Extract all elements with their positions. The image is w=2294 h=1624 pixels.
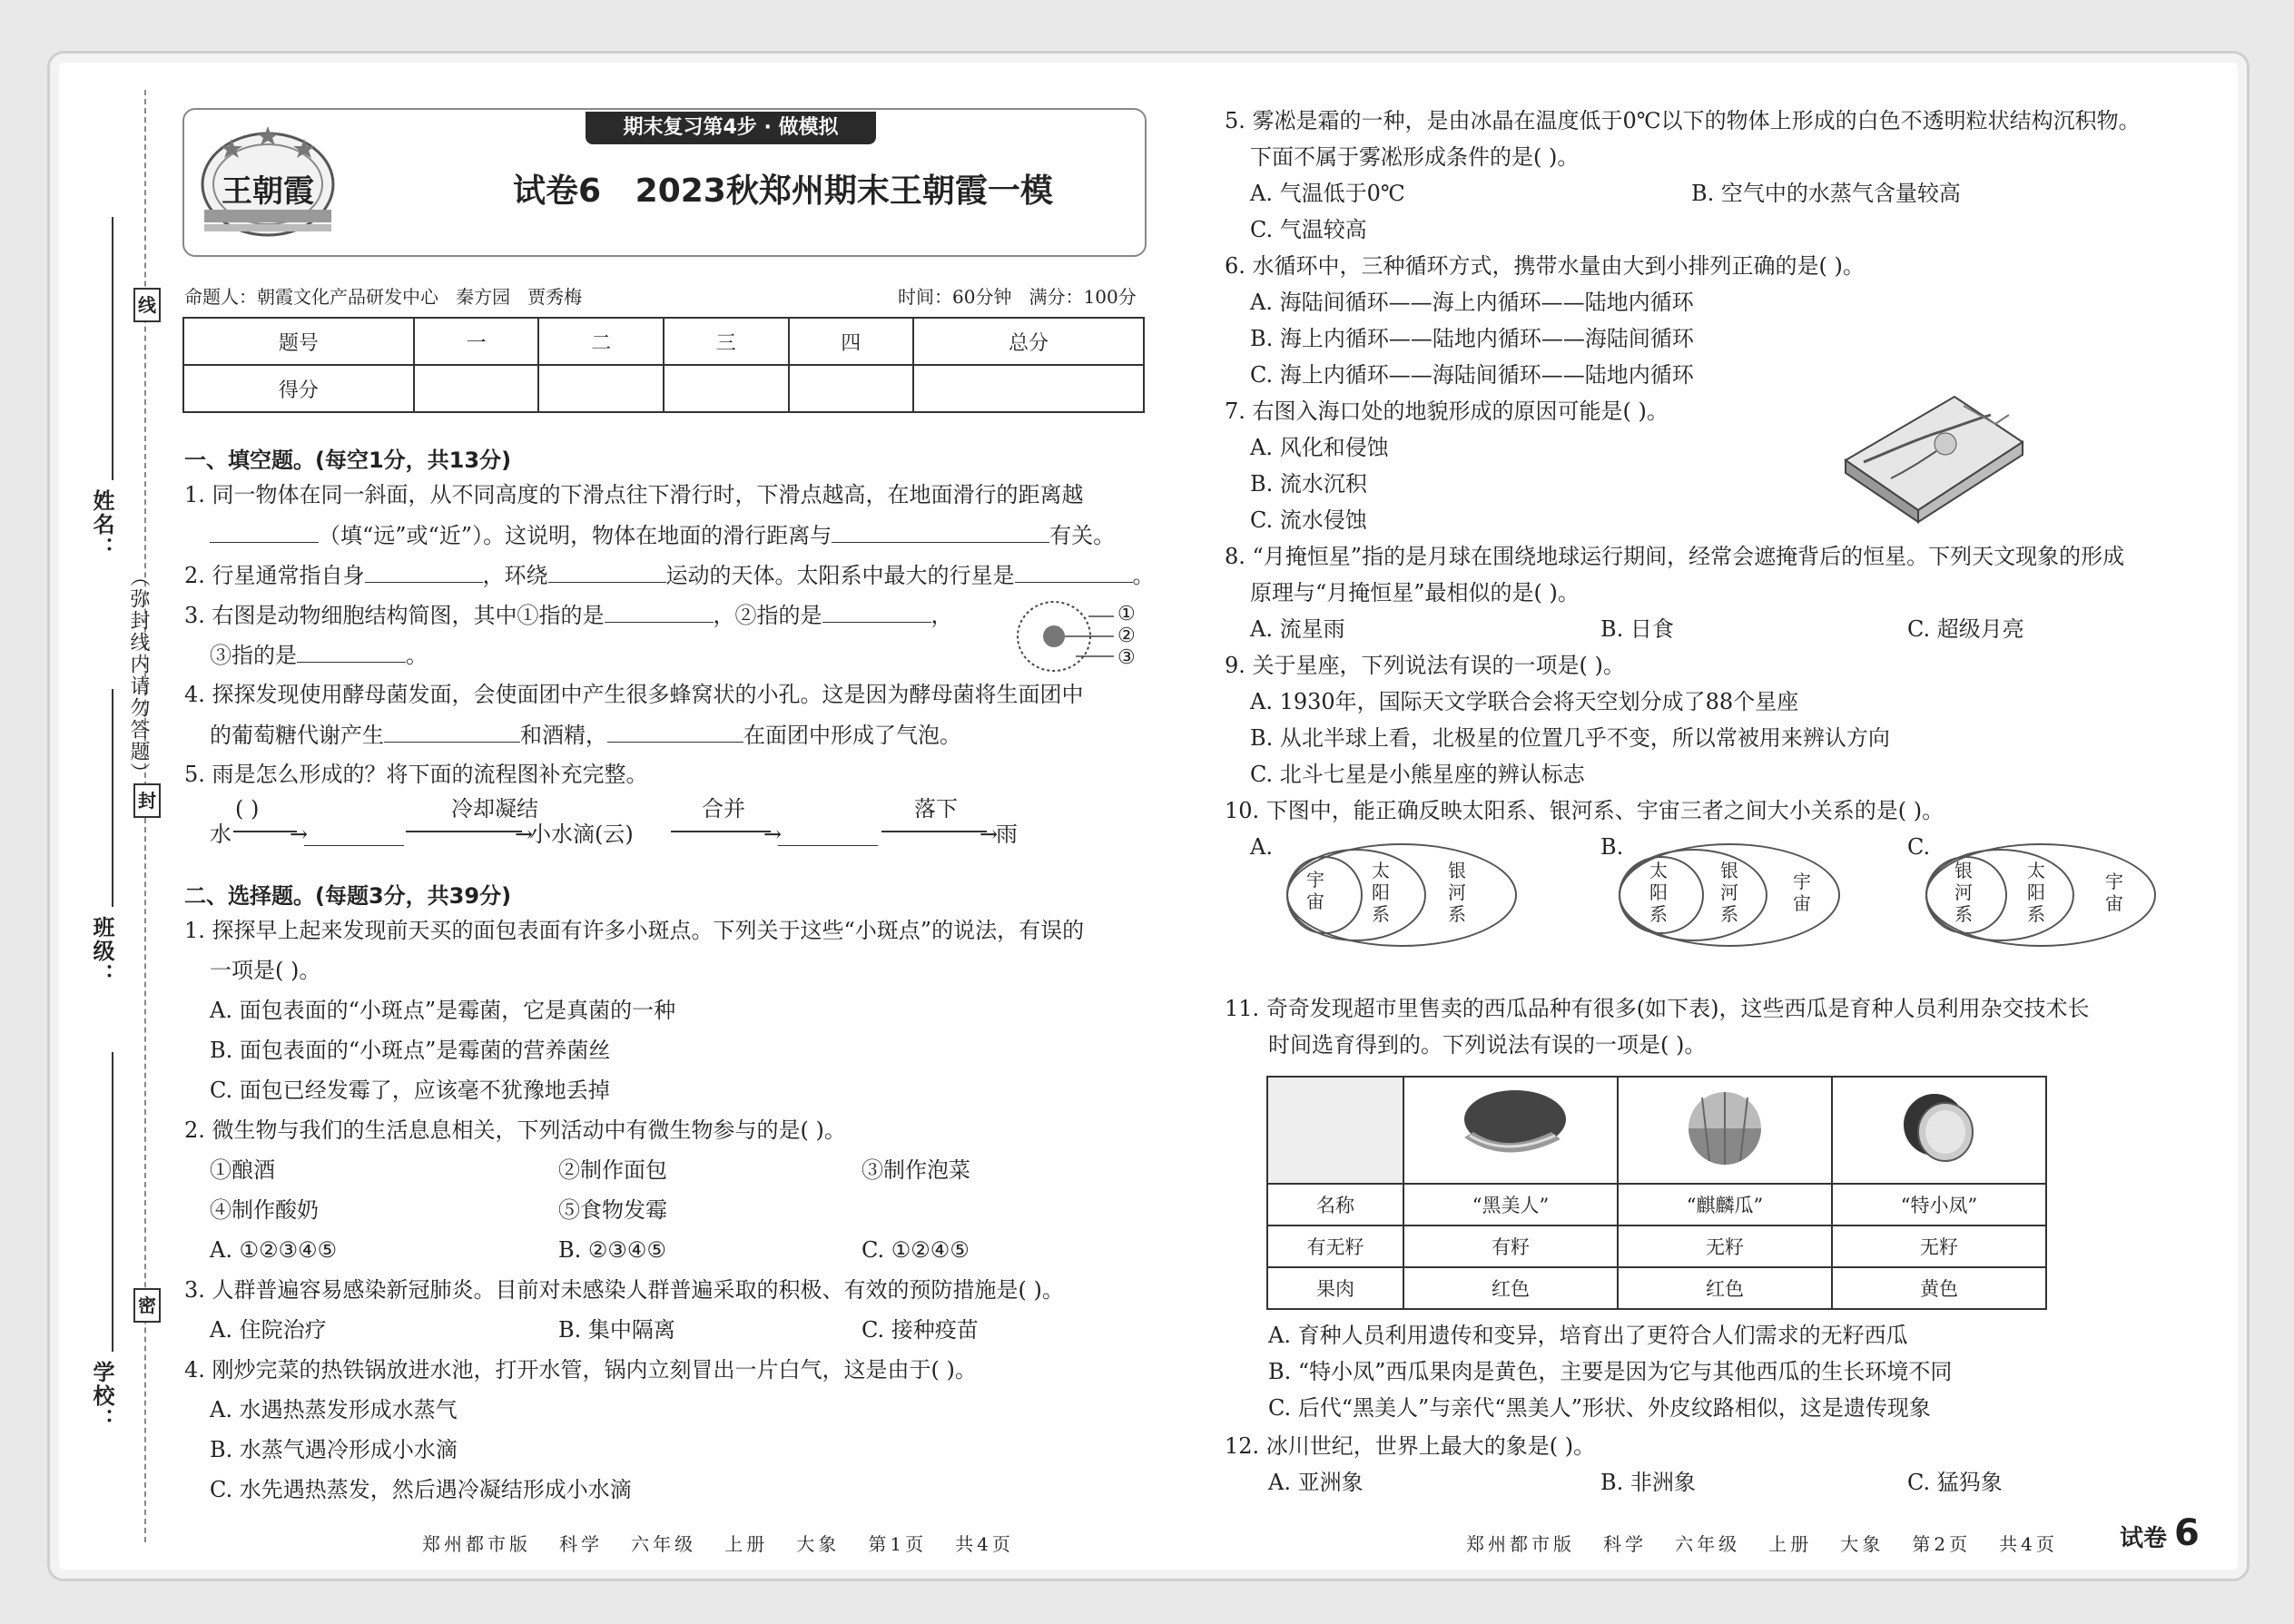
s2-q12-option[interactable]: A. 亚洲象: [1268, 1470, 1364, 1495]
s2-q2-item: ⑤食物发霉: [558, 1197, 667, 1223]
s1-q1-blank2[interactable]: [832, 524, 1049, 543]
s2-q5-option[interactable]: C. 气温较高: [1250, 217, 1367, 242]
s2-q4-option[interactable]: A. 水遇热蒸发形成水蒸气: [210, 1397, 458, 1422]
melon-cell: 红色: [1403, 1267, 1618, 1309]
cell-label-2: ②: [1117, 625, 1136, 647]
page-title: 试卷6 2023秋郑州期末王朝霞一模: [513, 172, 1053, 210]
s2-q3: 3. 人群普遍容易感染新冠肺炎。目前对未感染人群普遍采取的积极、有效的预防措施是( )。: [184, 1277, 1064, 1303]
s2-q5-option[interactable]: A. 气温低于0℃: [1250, 181, 1405, 206]
q10-b-outer-text: 宇宙: [1793, 871, 1811, 914]
s2-q9-option[interactable]: A. 1930年，国际天文学联合会将天空划分成了88个星座: [1250, 689, 1799, 714]
flow-drop: 小水滴(云): [529, 822, 634, 847]
score-header: 题号: [183, 318, 414, 365]
s2-q1-option[interactable]: C. 面包已经发霉了，应该毫不犹豫地丢掉: [210, 1078, 610, 1103]
score-header: 一: [414, 318, 539, 365]
s2-q2-option[interactable]: A. ①②③④⑤: [210, 1237, 338, 1263]
s1-q3-blank2[interactable]: [822, 604, 931, 623]
s1-q4-blank1[interactable]: [384, 723, 520, 743]
q10-b-inner-text: 太阳系: [1649, 860, 1668, 925]
melon-cell: 有籽: [1403, 1225, 1618, 1267]
score-cell[interactable]: [538, 365, 664, 412]
q10-option-b[interactable]: [1600, 836, 1873, 954]
s2-q1-option[interactable]: B. 面包表面的“小斑点”是霉菌的营养菌丝: [210, 1038, 611, 1063]
melon-cell: 红色: [1618, 1267, 1832, 1309]
section1-title: 一、填空题。(每空1分，共13分): [184, 448, 512, 473]
watermelon-qilin-image: [1657, 1085, 1793, 1172]
melon-cell: “麒麟瓜”: [1618, 1184, 1832, 1225]
q10-a-inner-text: 宇宙: [1306, 869, 1324, 912]
section2-title: 二、选择题。(每题3分，共39分): [184, 883, 512, 909]
setters: 命题人：朝霞文化产品研发中心 秦方园 贾秀梅: [184, 286, 583, 308]
s2-q3-option[interactable]: A. 住院治疗: [210, 1317, 327, 1343]
melon-image-cell: [1403, 1077, 1618, 1184]
class-label: 班级：: [89, 916, 114, 987]
s2-q11-option[interactable]: B. “特小凤”西瓜果肉是黄色，主要是因为它与其他西瓜的生长环境不同: [1268, 1359, 1953, 1384]
s1-q2-blank1[interactable]: [365, 564, 483, 583]
s1-q2-text: 运动的天体。太阳系中最大的行星是: [665, 563, 1015, 588]
s1-q3-text: ，②指的是: [713, 603, 822, 628]
s2-q3-option[interactable]: B. 集中隔离: [558, 1317, 675, 1343]
s2-q6-option[interactable]: C. 海上内循环——海陆间循环——陆地内循环: [1250, 362, 1694, 388]
melon-cell: “黑美人”: [1403, 1184, 1618, 1225]
arrow-head-icon: →: [763, 822, 783, 847]
melon-corner: [1267, 1077, 1403, 1184]
melon-row-label: 果肉: [1267, 1267, 1403, 1309]
s1-q3-blank1[interactable]: [605, 604, 714, 623]
score-header: 总分: [913, 318, 1144, 365]
q10-b-middle-text: 银河系: [1720, 860, 1738, 925]
banner: 期末复习第4步 · 做模拟: [586, 112, 876, 144]
s1-q1-blank1[interactable]: [210, 524, 319, 543]
s2-q7-option[interactable]: A. 风化和侵蚀: [1250, 435, 1389, 460]
s2-q6: 6. 水循环中，三种循环方式，携带水量由大到小排列正确的是( )。: [1225, 253, 1865, 279]
s1-q4-text: 的葡萄糖代谢产生: [210, 723, 384, 748]
melon-cell: 无籽: [1832, 1225, 2046, 1267]
s1-q4-line2: [210, 723, 961, 746]
s1-q2-text: 。: [1132, 563, 1155, 588]
score-header: 三: [664, 318, 789, 365]
s2-q7: 7. 右图入海口处的地貌形成的原因可能是( )。: [1225, 399, 1669, 424]
melon-row-label: 有无籽: [1267, 1225, 1403, 1267]
s2-q3-option[interactable]: C. 接种疫苗: [861, 1317, 979, 1343]
s2-q8-option[interactable]: C. 超级月亮: [1907, 616, 2024, 642]
q10-option-c[interactable]: [1907, 836, 2180, 954]
s1-q2: [184, 564, 1155, 586]
score-cell[interactable]: [414, 365, 539, 412]
s2-q8-line2: 原理与“月掩恒星”最相似的是( )。: [1250, 580, 1580, 605]
s2-q1-option[interactable]: A. 面包表面的“小斑点”是霉菌，它是真菌的一种: [210, 998, 676, 1023]
logo-text: 王朝霞: [222, 173, 314, 210]
flow-arrow: [671, 831, 771, 832]
flow-arrow: [233, 831, 297, 832]
binding-note: （弥封线内请勿答题）: [127, 566, 150, 784]
s2-q11-option[interactable]: C. 后代“黑美人”与亲代“黑美人”形状、外皮纹路相似，这是遗传现象: [1268, 1395, 1931, 1421]
score-cell[interactable]: [913, 365, 1144, 412]
binding-char-xian: 线: [133, 288, 161, 322]
s2-q2-option[interactable]: C. ①②④⑤: [861, 1237, 970, 1263]
arrow-head-icon: →: [515, 822, 534, 847]
q10-label-c: C.: [1907, 834, 1931, 860]
s2-q4-option[interactable]: B. 水蒸气遇冷形成小水滴: [210, 1437, 458, 1462]
cell-label-1: ①: [1117, 603, 1136, 625]
time-score: 时间：60分钟 满分：100分: [898, 286, 1137, 308]
s2-q5-line1: 5. 雾凇是霜的一种，是由冰晶在温度低于0℃以下的物体上形成的白色不透明粒状结构沉积物。: [1225, 108, 2141, 133]
school-field[interactable]: [112, 1052, 113, 1352]
s2-q12-option[interactable]: B. 非洲象: [1600, 1470, 1696, 1495]
s1-q3-line1: [184, 604, 953, 626]
s1-q1-line1: 1. 同一物体在同一斜面，从不同高度的下滑点往下滑行时，下滑点越高，在地面滑行的距离越: [184, 482, 1084, 507]
q10-option-a[interactable]: [1250, 836, 1522, 954]
melon-image-cell: [1618, 1077, 1832, 1184]
s2-q1-line1: 1. 探探早上起来发现前天买的面包表面有许多小斑点。下列关于这些“小斑点”的说法，有误的: [184, 918, 1085, 943]
arrow-head-icon: →: [980, 822, 999, 847]
melon-cell: 无籽: [1618, 1225, 1832, 1267]
s2-q7-option[interactable]: B. 流水沉积: [1250, 471, 1367, 497]
s1-q2-blank2[interactable]: [548, 564, 666, 583]
s1-q5: 5. 雨是怎么形成的？将下面的流程图补充完整。: [184, 762, 648, 787]
s2-q12: 12. 冰川世纪，世界上最大的象是( )。: [1225, 1433, 1596, 1459]
flow-water: 水: [210, 822, 231, 847]
flow-arrow: [881, 831, 987, 832]
flow-arrow: [406, 831, 522, 832]
s2-q12-option[interactable]: C. 猛犸象: [1907, 1470, 2003, 1495]
s2-q2-item: ②制作面包: [558, 1157, 667, 1183]
s2-q7-option[interactable]: C. 流水侵蚀: [1250, 507, 1367, 533]
melon-image-cell: [1832, 1077, 2046, 1184]
cell-diagram: [1012, 595, 1148, 678]
melon-table: [1266, 1076, 2047, 1310]
score-header: 二: [538, 318, 664, 365]
name-field[interactable]: [112, 217, 113, 480]
watermelon-black-beauty-image: [1442, 1085, 1579, 1172]
school-label: 学校：: [89, 1361, 114, 1432]
s2-q4: 4. 刚炒完菜的热铁锅放进水池，打开水管，锅内立刻冒出一片白气，这是由于( )。: [184, 1357, 977, 1383]
s1-q2-text: ，环绕: [482, 563, 548, 588]
arrow-head-icon: →: [290, 822, 309, 847]
s2-q8-option[interactable]: B. 日食: [1600, 616, 1674, 642]
s2-q4-option[interactable]: C. 水先遇热蒸发，然后遇冷凝结形成小水滴: [210, 1477, 632, 1502]
s1-q3-line2: [210, 644, 428, 666]
q10-a-middle-text: 太阳系: [1372, 860, 1390, 925]
class-field[interactable]: [112, 689, 113, 907]
flow-merge: 合并: [702, 796, 745, 822]
logo: [195, 119, 340, 242]
melon-cell: 黄色: [1832, 1267, 2046, 1309]
s2-q2-item: ①酿酒: [210, 1157, 275, 1183]
s1-q3-text: 。: [406, 643, 428, 668]
footer-right: 郑州都市版 科学 六年级 上册 大象 第2页 共4页: [1466, 1533, 2058, 1555]
paper-badge-number: 6: [2174, 1512, 2200, 1554]
flow-rain: 雨: [996, 822, 1018, 847]
s2-q2-item: ③制作泡菜: [861, 1157, 970, 1183]
flow-blank2[interactable]: [778, 845, 878, 846]
s1-q3-text: ，: [930, 603, 953, 628]
flow-blank1[interactable]: [304, 845, 404, 846]
s2-q8-line1: 8. “月掩恒星”指的是月球在围绕地球运行期间，经常会遮掩背后的恒星。下列天文现象的形成: [1225, 544, 2125, 569]
watermelon-texiaofeng-image: [1871, 1085, 2007, 1172]
s2-q2-option[interactable]: B. ②③④⑤: [558, 1237, 666, 1263]
binding-char-mi: 密: [133, 1288, 161, 1323]
q10-c-outer-text: 宇宙: [2105, 871, 2123, 914]
s1-q2-text: 2. 行星通常指自身: [184, 563, 365, 588]
score-cell[interactable]: [664, 365, 789, 412]
s2-q6-option[interactable]: A. 海陆间循环——海上内循环——陆地内循环: [1250, 290, 1694, 315]
s1-q1-line2: [210, 524, 1115, 546]
cell-label-3: ③: [1117, 646, 1136, 669]
s2-q8-option[interactable]: A. 流星雨: [1250, 616, 1345, 642]
s1-q3-blank3[interactable]: [297, 644, 406, 663]
s1-q3-text: 3. 右图是动物细胞结构简图，其中①指的是: [184, 603, 605, 628]
s2-q9-option[interactable]: C. 北斗七星是小熊星座的辨认标志: [1250, 762, 1585, 787]
s2-q11-line2: 时间选育得到的。下列说法有误的一项是( )。: [1268, 1032, 1707, 1058]
q10-c-inner-text: 银河系: [1954, 860, 1973, 925]
s2-q2-item: ④制作酸奶: [210, 1197, 319, 1223]
s2-q9-option[interactable]: B. 从北半球上看，北极星的位置几乎不变，所以常被用来辨认方向: [1250, 725, 1890, 751]
score-row-label: 得分: [183, 365, 414, 412]
s1-q4-line1: 4. 探探发现使用酵母菌发面，会使面团中产生很多蜂窝状的小孔。这是因为酵母菌将生面团中: [184, 682, 1084, 707]
melon-cell: “特小凤”: [1832, 1184, 2046, 1225]
flow-paren[interactable]: ( ): [235, 796, 260, 822]
s1-q4-text: 在面团中形成了气泡。: [743, 723, 961, 748]
name-label: 姓名：: [89, 489, 114, 560]
q10-label-b: B.: [1600, 834, 1624, 860]
footer-left: 郑州都市版 科学 六年级 上册 大象 第1页 共4页: [422, 1533, 1014, 1555]
s2-q2: 2. 微生物与我们的生活息息相关，下列活动中有微生物参与的是( )。: [184, 1117, 846, 1143]
estuary-landform-image: [1836, 388, 2027, 524]
score-header: 四: [789, 318, 914, 365]
paper-badge-label: 试卷: [2120, 1525, 2168, 1552]
s2-q1-line2: 一项是( )。: [210, 958, 321, 983]
s1-q3-text: ③指的是: [210, 643, 297, 668]
q10-a-outer-text: 银河系: [1448, 860, 1466, 925]
score-cell[interactable]: [789, 365, 914, 412]
s2-q5-line2: 下面不属于雾凇形成条件的是( )。: [1250, 144, 1580, 170]
s1-q2-blank3[interactable]: [1015, 564, 1133, 583]
binding-char-feng: 封: [133, 783, 161, 818]
q10-label-a: A.: [1250, 834, 1273, 860]
rain-flowchart: [210, 798, 1027, 852]
s2-q11-option[interactable]: A. 育种人员利用遗传和变异，培育出了更符合人们需求的无籽西瓜: [1268, 1323, 1908, 1348]
s1-q1-text: （填“远”或“近”）。这说明，物体在地面的滑行距离与: [319, 523, 832, 548]
s2-q10: 10. 下图中，能正确反映太阳系、银河系、宇宙三者之间大小关系的是( )。: [1225, 798, 1944, 823]
s1-q4-text: 和酒精，: [520, 723, 607, 748]
s2-q5-option[interactable]: B. 空气中的水蒸气含量较高: [1691, 181, 1961, 206]
s1-q4-blank2[interactable]: [607, 723, 743, 743]
melon-row-label: 名称: [1267, 1184, 1403, 1225]
s2-q11-line1: 11. 奇奇发现超市里售卖的西瓜品种有很多(如下表)，这些西瓜是育种人员利用杂交技术长: [1225, 996, 2090, 1021]
exam-sheet: [47, 51, 2250, 1581]
q10-c-middle-text: 太阳系: [2027, 860, 2045, 925]
flow-fall: 落下: [914, 796, 958, 822]
score-table: [182, 317, 1145, 413]
flow-cool: 冷却凝结: [451, 796, 538, 822]
s1-q1-text: 有关。: [1049, 523, 1116, 548]
s2-q6-option[interactable]: B. 海上内循环——陆地内循环——海陆间循环: [1250, 326, 1694, 351]
s2-q9: 9. 关于星座，下列说法有误的一项是( )。: [1225, 653, 1625, 678]
